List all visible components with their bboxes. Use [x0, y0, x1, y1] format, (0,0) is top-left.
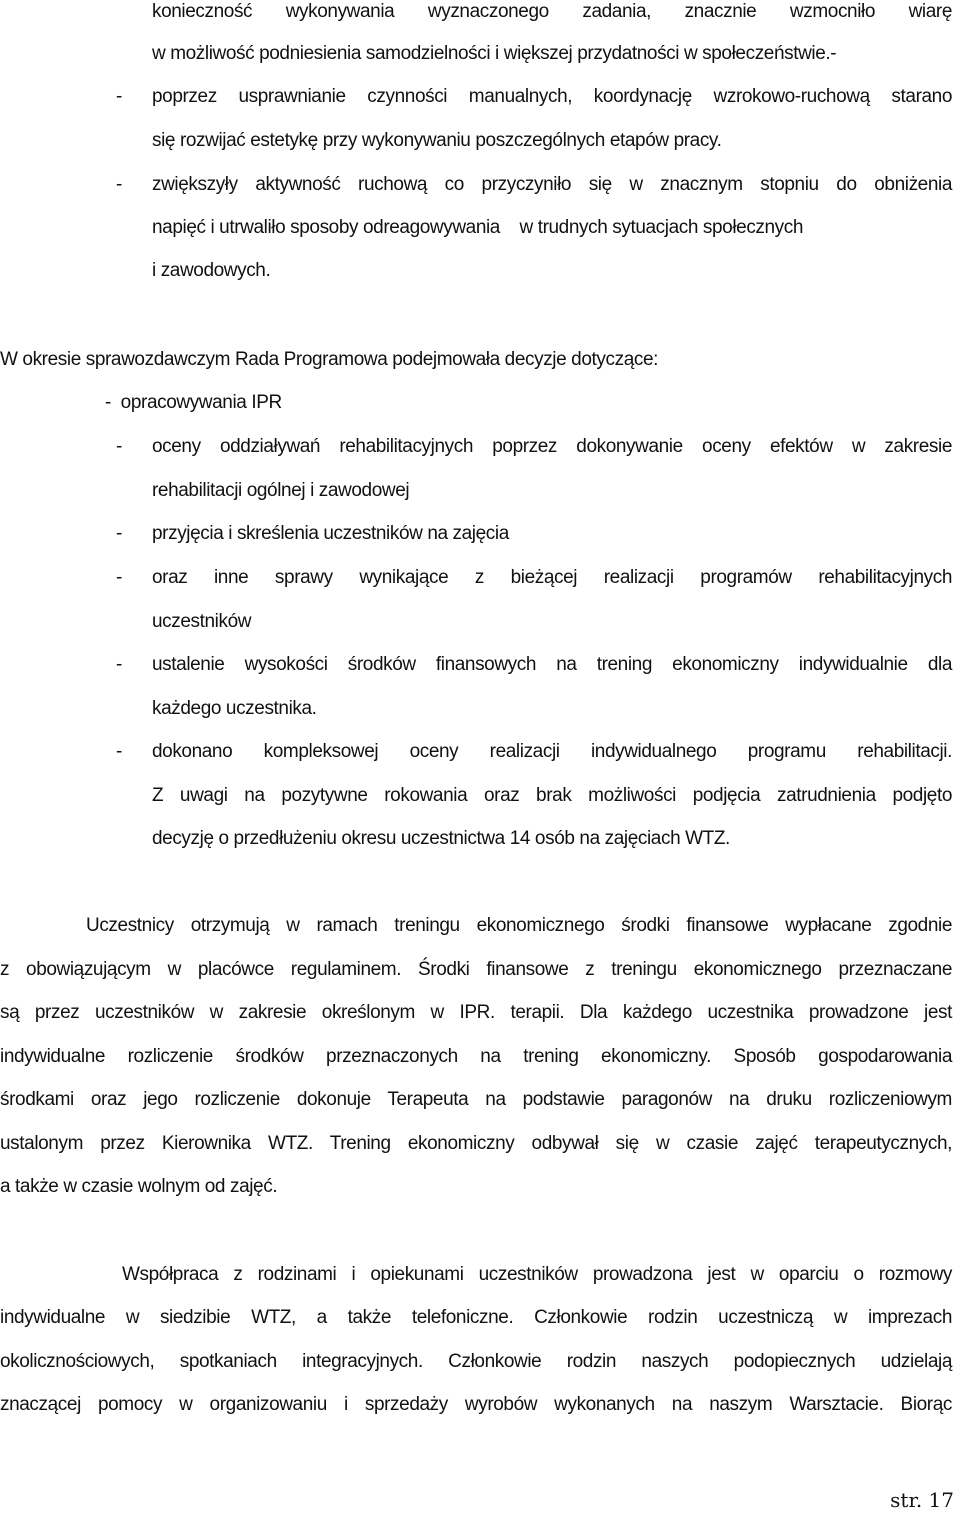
- paragraph-line: z obowiązującym w placówce regulaminem. Środki finansowe z treningu ekonomicznego przeznaczane: [0, 959, 952, 980]
- paragraph-line: a także w czasie wolnym od zajęć.: [0, 1176, 278, 1197]
- text-line: decyzję o przedłużeniu okresu uczestnictwa 14 osób na zajęciach WTZ.: [152, 828, 730, 849]
- paragraph-line: Współpraca z rodzinami i opiekunami uczestników prowadzona jest w oparciu o rozmowy: [122, 1264, 952, 1285]
- list-dash: -: [116, 741, 123, 762]
- list-dash: -: [116, 436, 123, 457]
- list-item: oceny oddziaływań rehabilitacyjnych poprzez dokonywanie oceny efektów w zakresie: [152, 436, 952, 457]
- paragraph-line: okolicznościowych, spotkaniach integracyjnych. Członkowie rodzin naszych podopiecznych udzielają: [0, 1351, 952, 1372]
- list-dash: -: [116, 86, 123, 107]
- text-line: każdego uczestnika.: [152, 698, 317, 719]
- list-item: ustalenie wysokości środków finansowych na trening ekonomiczny indywidualnie dla: [152, 654, 952, 675]
- paragraph-line: indywidualne rozliczenie środków przeznaczonych na trening ekonomiczny. Sposób gospodarowania: [0, 1046, 952, 1067]
- text-line: Z uwagi na pozytywne rokowania oraz brak możliwości podjęcia zatrudnienia podjęto: [152, 785, 952, 806]
- paragraph-line: znaczącej pomocy w organizowaniu i sprzedaży wyrobów wykonanych na naszym Warsztacie. Biorąc: [0, 1394, 952, 1415]
- text-line: i zawodowych.: [152, 260, 271, 281]
- paragraph-line: indywidualne w siedzibie WTZ, a także telefoniczne. Członkowie rodzin uczestniczą w imprezach: [0, 1307, 952, 1328]
- list-item: przyjęcia i skreślenia uczestników na zajęcia: [152, 523, 509, 544]
- list-dash: -: [116, 174, 123, 195]
- text-line: w możliwość podniesienia samodzielności i większej przydatności w społeczeństwie.-: [152, 43, 837, 64]
- paragraph-line: są przez uczestników w zakresie określonym w IPR. terapii. Dla każdego uczestnika prowadzone jest: [0, 1002, 952, 1023]
- list-item: - opracowywania IPR: [105, 392, 282, 413]
- text-line: W okresie sprawozdawczym Rada Programowa podejmowała decyzje dotyczące:: [0, 349, 659, 370]
- list-dash: -: [116, 567, 123, 588]
- text-line: rehabilitacji ogólnej i zawodowej: [152, 480, 410, 501]
- list-item: dokonano kompleksowej oceny realizacji indywidualnego programu rehabilitacji.: [152, 741, 952, 762]
- paragraph-line: środkami oraz jego rozliczenie dokonuje Terapeuta na podstawie paragonów na druku rozliczeniowym: [0, 1089, 952, 1110]
- text-line: uczestników: [152, 611, 252, 632]
- paragraph-line: Uczestnicy otrzymują w ramach treningu ekonomicznego środki finansowe wypłacane zgodnie: [86, 915, 952, 936]
- text-line: poprzez usprawnianie czynności manualnych, koordynację wzrokowo-ruchową starano: [152, 86, 952, 107]
- list-item: oraz inne sprawy wynikające z bieżącej realizacji programów rehabilitacyjnych: [152, 567, 952, 588]
- list-dash: -: [116, 523, 123, 544]
- text-line: konieczność wykonywania wyznaczonego zadania, znacznie wzmocniło wiarę: [152, 1, 952, 22]
- page-number: str. 17: [890, 1488, 954, 1512]
- text-line: napięć i utrwaliło sposoby odreagowywania w trudnych sytuacjach społecznych: [152, 217, 804, 238]
- paragraph-line: ustalonym przez Kierownika WTZ. Trening ekonomiczny odbywał się w czasie zajęć terapeutycznych,: [0, 1133, 952, 1154]
- text-line: się rozwijać estetykę przy wykonywaniu poszczególnych etapów pracy.: [152, 130, 722, 151]
- list-dash: -: [116, 654, 123, 675]
- text-line: zwiększyły aktywność ruchową co przyczyniło się w znacznym stopniu do obniżenia: [152, 174, 952, 195]
